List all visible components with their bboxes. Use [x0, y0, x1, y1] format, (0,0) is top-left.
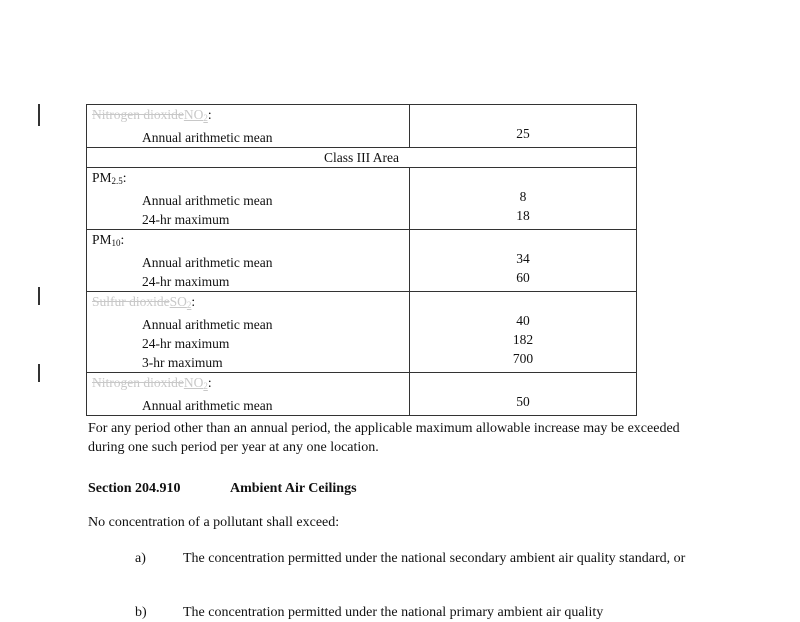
- averaging-period-label: 24-hr maximum: [142, 274, 230, 289]
- pollutant-heading: Nitrogen dioxideNO$_2$:: [92, 107, 212, 123]
- increment-value: 700: [512, 351, 534, 366]
- averaging-period-label: Annual arithmetic mean: [142, 193, 273, 208]
- pollutant-cell: [87, 168, 410, 230]
- table-row: [87, 105, 637, 148]
- value-cell: [410, 105, 637, 148]
- averaging-period-label: Annual arithmetic mean: [142, 317, 273, 332]
- value-cell: [410, 373, 637, 416]
- value-cell: [410, 168, 637, 230]
- list-item-label: b): [135, 605, 147, 620]
- section-number: Section 204.910: [88, 481, 181, 496]
- list-item-text: The concentration permitted under the national primary ambient air quality: [183, 605, 604, 620]
- list-item-text: The concentration permitted under the national secondary ambient air quality standard, or: [183, 551, 686, 566]
- averaging-period-label: 24-hr maximum: [142, 336, 230, 351]
- increment-value: 18: [516, 208, 530, 223]
- table-row: [87, 292, 637, 373]
- increment-table: [86, 104, 637, 416]
- averaging-period-label: Annual arithmetic mean: [142, 255, 273, 270]
- section-title: Ambient Air Ceilings: [230, 481, 357, 496]
- pollutant-cell: [87, 292, 410, 373]
- averaging-period-label: Annual arithmetic mean: [142, 398, 273, 413]
- pollutant-cell: [87, 373, 410, 416]
- list-item-label: a): [135, 551, 146, 566]
- increment-value: 34: [516, 251, 530, 266]
- table-row: [87, 230, 637, 292]
- pollutant-cell: [87, 105, 410, 148]
- increment-value: 60: [516, 270, 530, 285]
- class-header: Class III Area: [87, 148, 637, 168]
- section-heading: [88, 479, 357, 498]
- table-row: [87, 168, 637, 230]
- value-cell: [410, 292, 637, 373]
- increment-value: 40: [516, 313, 530, 328]
- increment-value: 25: [516, 126, 530, 141]
- averaging-period-label: 24-hr maximum: [142, 212, 230, 227]
- change-bar: [38, 287, 40, 305]
- increment-value: 8: [519, 189, 527, 204]
- pollutant-heading: $PM_{2.5}$:: [92, 170, 127, 186]
- change-bar: [38, 364, 40, 382]
- averaging-period-label: Annual arithmetic mean: [142, 130, 273, 145]
- change-bar: [38, 104, 40, 126]
- pollutant-cell: [87, 230, 410, 292]
- increment-value: 50: [516, 394, 530, 409]
- class-header-row: [87, 148, 637, 168]
- pollutant-heading: Nitrogen dioxideNO$_2$:: [92, 375, 212, 391]
- pollutant-heading: Sulfur dioxideSO$_2$:: [92, 294, 196, 310]
- pollutant-heading: $PM_{10}$:: [92, 232, 125, 248]
- exceedance-paragraph: For any period other than an annual period, the applicable maximum allowable increase may be exceeded during one such period per year at any one location.: [88, 421, 680, 455]
- intro-paragraph: No concentration of a pollutant shall exceed:: [88, 515, 340, 530]
- value-cell: [410, 230, 637, 292]
- averaging-period-label: 3-hr maximum: [142, 355, 223, 370]
- table-row: [87, 373, 637, 416]
- increment-value: 182: [512, 332, 534, 347]
